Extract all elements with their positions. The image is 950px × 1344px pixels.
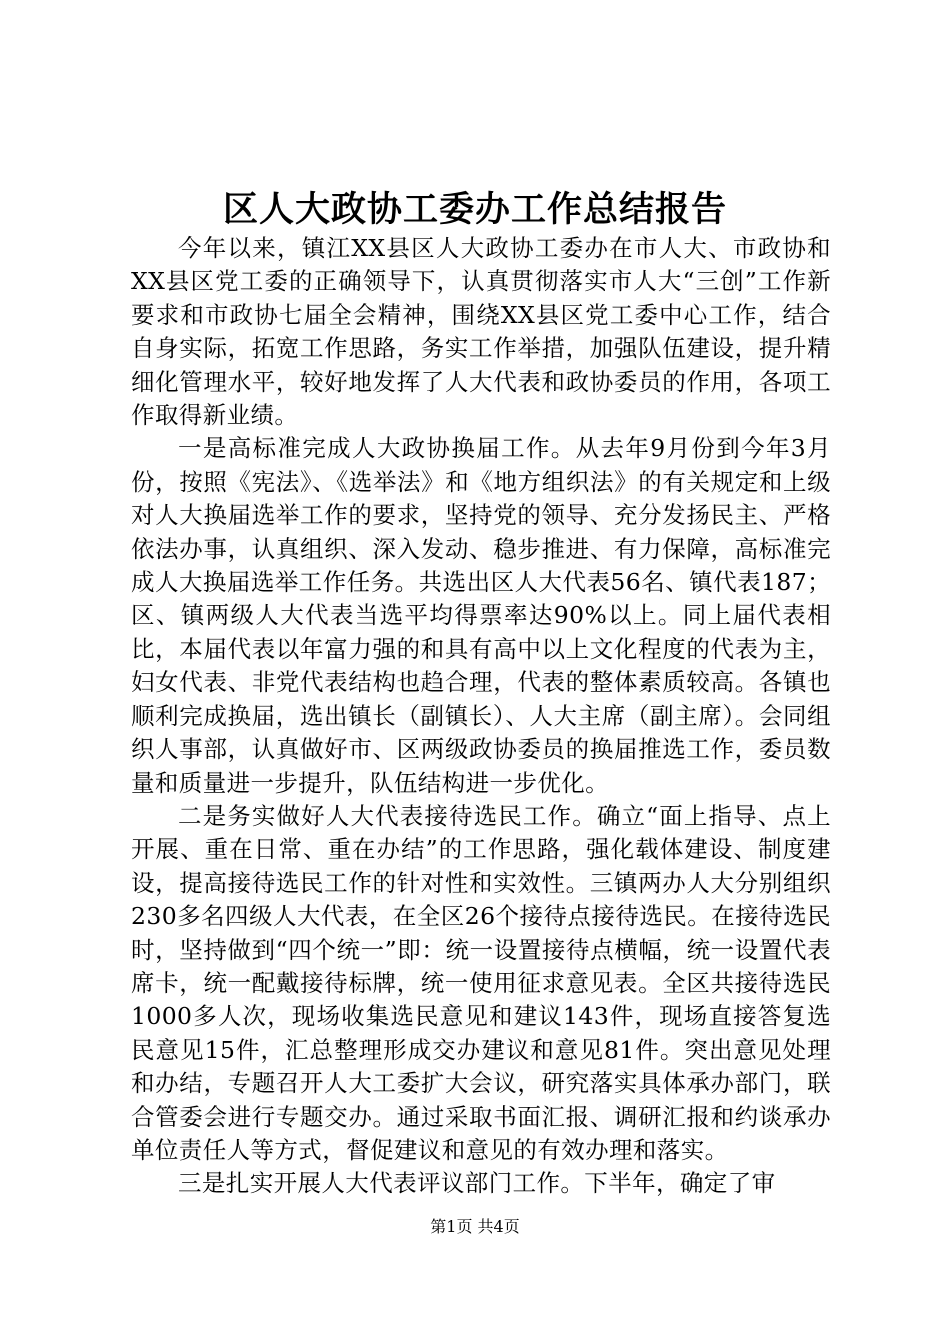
paragraph-section-1: 一是高标准完成人大政协换届工作。从去年9月份到今年3月份，按照《宪法》、《选举法》和《地方组织法》的有关规定和上级对人大换届选举工作的要求，坚持党的领导、充分发扬民主、严格依法办事，认真组织、深入发动、稳步推进、有力保障，高标准完成人大换届选举工作任务。共选出区人大代表56名、镇代表187；区、镇两级人大代表当选平均得票率达90%以上。同上届代表相比，本届代表以年富力强的和具有高中以上文化程度的代表为主，妇女代表、非党代表结构也趋合理，代表的整体素质较高。各镇也顺利完成换届，选出镇长（副镇长）、人大主席（副主席）。会同组织人事部，认真做好市、区两级政协委员的换届推选工作，委员数量和质量进一步提升，队伍结构进一步优化。 [131, 434, 831, 797]
document-body [131, 232, 831, 1201]
paragraph-section-2: 二是务实做好人大代表接待选民工作。确立“面上指导、点上开展、重在日常、重在办结”的工作思路，强化载体建设、制度建设，提高接待选民工作的针对性和实效性。三镇两办人大分别组织230多名四级人大代表，在全区26个接待点接待选民。在接待选民时，坚持做到“四个统一”即：统一设置接待点横幅，统一设置代表席卡，统一配戴接待标牌，统一使用征求意见表。全区共接待选民1000多人次，现场收集选民意见和建议143件，现场直接答复选民意见15件，汇总整理形成交办建议和意见81件。突出意见处理和办结，专题召开人大工委扩大会议，研究落实具体承办部门，联合管委会进行专题交办。通过采取书面汇报、调研汇报和约谈承办单位责任人等方式，督促建议和意见的有效办理和落实。 [131, 801, 831, 1164]
page-footer: 第1页 共4页 [430, 1217, 520, 1236]
paragraph-intro: 今年以来，镇江XX县区人大政协工委办在市人大、市政协和XX县区党工委的正确领导下，认真贯彻落实市人大“三创”工作新要求和市政协七届全会精神，围绕XX县区党工委中心工作，结合自身实际，拓宽工作思路，务实工作举措，加强队伍建设，提升精细化管理水平，较好地发挥了人大代表和政协委员的作用，各项工作取得新业绩。 [131, 234, 831, 430]
document-title: 区人大政协工委办工作总结报告 [222, 189, 727, 230]
paragraph-section-3: 三是扎实开展人大代表评议部门工作。下半年，确定了审 [178, 1169, 776, 1198]
